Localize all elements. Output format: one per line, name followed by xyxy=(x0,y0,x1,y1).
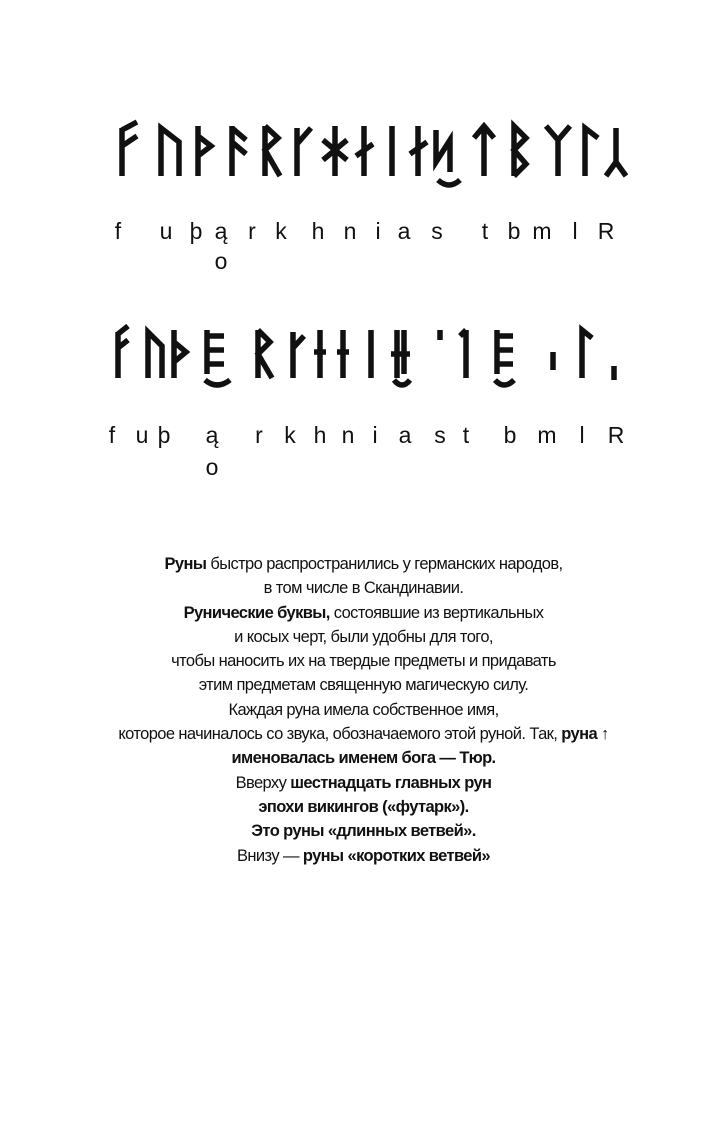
caption-line-6: этим предметам священную магическую силу. xyxy=(198,676,529,695)
letter-k: k xyxy=(284,422,296,448)
rune-naudhr-short xyxy=(337,330,349,378)
rune-kaun xyxy=(297,128,311,176)
caption-line-11: эпохи викингов («футарк»). xyxy=(258,797,469,816)
rune-ar-short xyxy=(391,330,410,385)
short-branch-runes xyxy=(0,318,727,398)
letter-n: n xyxy=(341,422,355,448)
caption-line-9: именовалась именем бога — Тюр. xyxy=(231,749,496,768)
letter-r: r xyxy=(255,422,263,448)
letter-thorn: þ xyxy=(189,218,203,244)
caption-line-1: Руны быстро распространились у германских народов, xyxy=(164,555,563,573)
long-branch-transliteration xyxy=(0,220,727,280)
rune-ansuz-short xyxy=(205,330,230,385)
rune-hagall xyxy=(323,126,347,176)
letter-thorn: þ xyxy=(157,422,171,448)
letter-a: a xyxy=(397,218,411,244)
letter-b: b xyxy=(507,218,521,244)
short-branch-runes-row xyxy=(0,318,727,398)
long-branch-runes-row xyxy=(0,118,727,198)
caption-line-13: Внизу — руны «коротких ветвей» xyxy=(237,846,490,865)
rune-raidho-short xyxy=(258,330,272,378)
letter-t: t xyxy=(462,422,470,448)
letter-u: u xyxy=(135,422,149,448)
letter-k: k xyxy=(275,218,287,244)
rune-ansuz xyxy=(232,126,246,176)
rune-uruz xyxy=(161,128,179,176)
letter-a-ogonek: ą xyxy=(205,422,219,448)
rune-fehu-short xyxy=(118,326,128,378)
long-branch-runes xyxy=(0,118,727,198)
letter-o-sub: o xyxy=(205,454,219,480)
caption-line-10: Вверху шестнадцать главных рун xyxy=(235,773,492,792)
letter-h: h xyxy=(311,218,325,244)
letter-o-sub: o xyxy=(214,248,228,274)
rune-bjarkan xyxy=(514,126,526,176)
rune-naudhr xyxy=(356,126,373,176)
rune-thurisaz xyxy=(198,126,211,176)
rune-logr-short xyxy=(582,330,592,378)
caption-line-7: Каждая руна имела собственное имя, xyxy=(228,700,499,719)
rune-fehu xyxy=(122,122,137,176)
letter-r: r xyxy=(248,218,256,244)
short-branch-transliteration xyxy=(0,424,727,484)
rune-ar xyxy=(410,126,427,176)
letter-m: m xyxy=(537,422,557,448)
rune-madr xyxy=(546,126,570,176)
caption-text xyxy=(60,552,667,868)
rune-tyr xyxy=(474,126,494,176)
letter-s: s xyxy=(434,422,446,448)
letter-i: i xyxy=(372,422,378,448)
letter-a-ogonek: ą xyxy=(214,218,228,244)
caption-line-8: которое начиналось со звука, обозначаемого этой руной. Так, руна ↑ xyxy=(118,725,609,744)
letter-l: l xyxy=(572,218,578,244)
rune-tyr-short xyxy=(460,330,466,378)
letter-t: t xyxy=(481,218,489,244)
letter-u: u xyxy=(159,218,173,244)
rune-hagall-short xyxy=(314,330,326,378)
caption-line-5: чтобы наносить их на твердые предметы и придавать xyxy=(171,652,556,671)
letter-f: f xyxy=(108,422,116,448)
caption-line-2: в том числе в Скандинавии. xyxy=(263,579,464,598)
letter-a: a xyxy=(398,422,412,448)
rune-sol xyxy=(436,130,460,185)
letter-i: i xyxy=(375,218,381,244)
rune-bjarkan-short xyxy=(495,330,514,385)
rune-yr xyxy=(606,128,626,176)
rune-kaun-short xyxy=(293,332,304,378)
caption-line-12: Это руны «длинных ветвей». xyxy=(251,822,476,841)
letter-s: s xyxy=(431,218,443,244)
letter-r-upper: R xyxy=(597,218,615,244)
letter-n: n xyxy=(343,218,357,244)
caption-line-4: и косых черт, были удобны для того, xyxy=(234,627,493,646)
rune-thurisaz-short xyxy=(174,330,186,378)
rune-logr xyxy=(585,128,598,176)
letter-h: h xyxy=(313,422,327,448)
rune-raidho xyxy=(265,126,280,176)
letter-r-upper: R xyxy=(607,422,625,448)
letter-f: f xyxy=(114,218,122,244)
letter-m: m xyxy=(532,218,552,244)
rune-uruz-short xyxy=(148,332,162,378)
caption-line-3: Рунические буквы, состоявшие из вертикальных xyxy=(183,603,544,622)
letter-l: l xyxy=(579,422,585,448)
letter-b: b xyxy=(503,422,517,448)
